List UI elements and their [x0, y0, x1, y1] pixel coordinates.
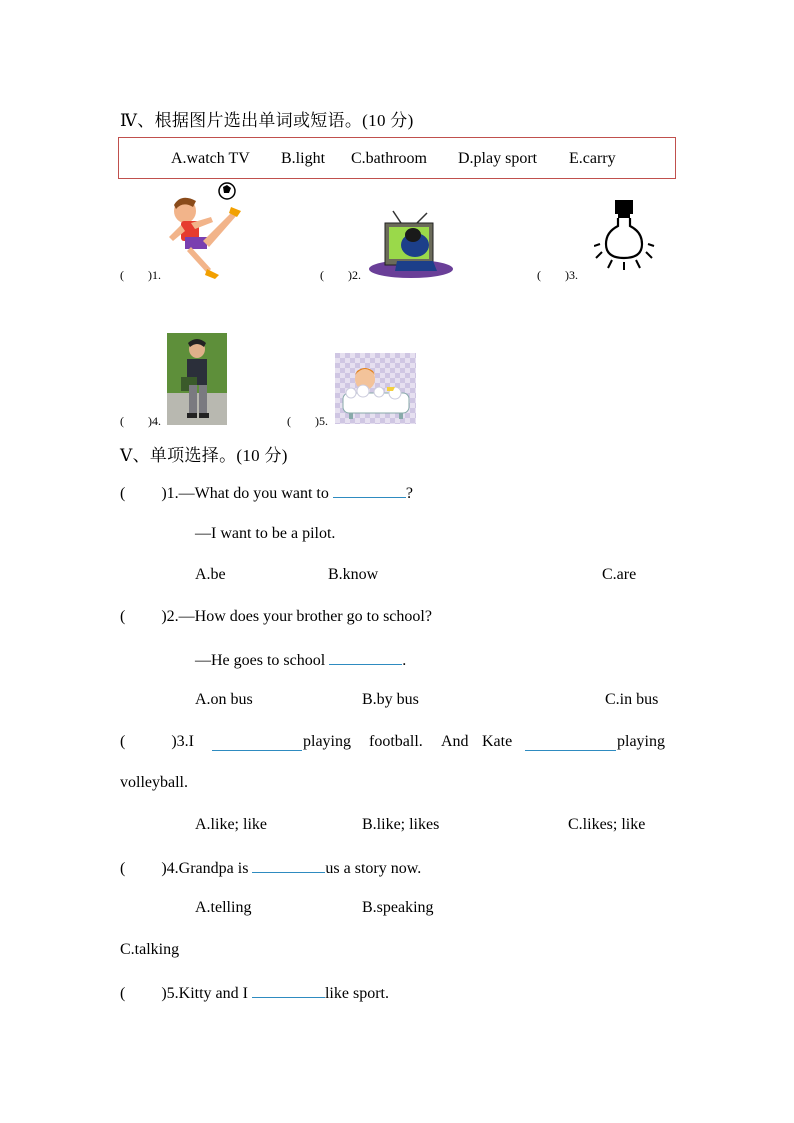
option-c: C.bathroom: [351, 150, 427, 167]
question-1: ( )1.—What do you want to ?: [120, 485, 413, 502]
q3-option-c: C.likes; like: [568, 816, 646, 833]
option-e: E.carry: [569, 150, 616, 167]
question-3-end: playing: [617, 733, 665, 750]
boy-kicking-football-icon: [163, 181, 245, 281]
answer-blank[interactable]: [212, 736, 302, 751]
picture-5-label: ( )5.: [287, 414, 328, 428]
answer-blank[interactable]: [252, 983, 325, 998]
question-2-reply: —He goes to school .: [195, 652, 407, 669]
q1-option-a: A.be: [195, 566, 226, 583]
picture-2-label: ( )2.: [320, 268, 361, 282]
question-3-mid4: Kate: [482, 733, 513, 750]
q4-option-b: B.speaking: [362, 899, 434, 916]
question-3-mid2: football.: [369, 733, 423, 750]
q3-option-b: B.like; likes: [362, 816, 440, 833]
q2-option-c: C.in bus: [605, 691, 659, 708]
question-3-mid3: And: [441, 733, 469, 750]
answer-blank[interactable]: [329, 650, 402, 665]
boy-in-bathtub-icon: [335, 353, 416, 424]
answer-blank[interactable]: [252, 858, 325, 873]
picture-4-label: ( )4.: [120, 414, 161, 428]
section-5-title: Ⅴ、单项选择。(10 分): [120, 446, 288, 465]
answer-blank[interactable]: [333, 483, 406, 498]
question-3-cont: volleyball.: [120, 774, 188, 791]
question-2: ( )2.—How does your brother go to school?: [120, 608, 432, 625]
child-watching-tv-icon: [367, 209, 455, 279]
q1-option-c: C.are: [602, 566, 637, 583]
picture-3-label: ( )3.: [537, 268, 578, 282]
picture-1-label: ( )1.: [120, 268, 161, 282]
option-a: A.watch TV: [171, 150, 250, 167]
q2-option-b: B.by bus: [362, 691, 419, 708]
options-box: [118, 137, 676, 179]
question-3: ( )3.I: [120, 733, 194, 750]
q4-option-c: C.talking: [120, 941, 180, 958]
q1-option-b: B.know: [328, 566, 379, 583]
option-b: B.light: [281, 150, 326, 167]
question-5: ( )5.Kitty and I like sport.: [120, 985, 389, 1002]
question-1-reply: —I want to be a pilot.: [195, 525, 336, 542]
question-3-mid1: playing: [303, 733, 351, 750]
option-d: D.play sport: [458, 150, 538, 167]
section-4-title: Ⅳ、根据图片选出单词或短语。(10 分): [120, 111, 414, 130]
answer-blank[interactable]: [525, 736, 616, 751]
q2-option-a: A.on bus: [195, 691, 253, 708]
q3-option-a: A.like; like: [195, 816, 267, 833]
q4-option-a: A.telling: [195, 899, 252, 916]
light-bulb-icon: [594, 198, 656, 274]
boy-carrying-bag-icon: [167, 333, 227, 425]
question-4: ( )4.Grandpa is us a story now.: [120, 860, 422, 877]
